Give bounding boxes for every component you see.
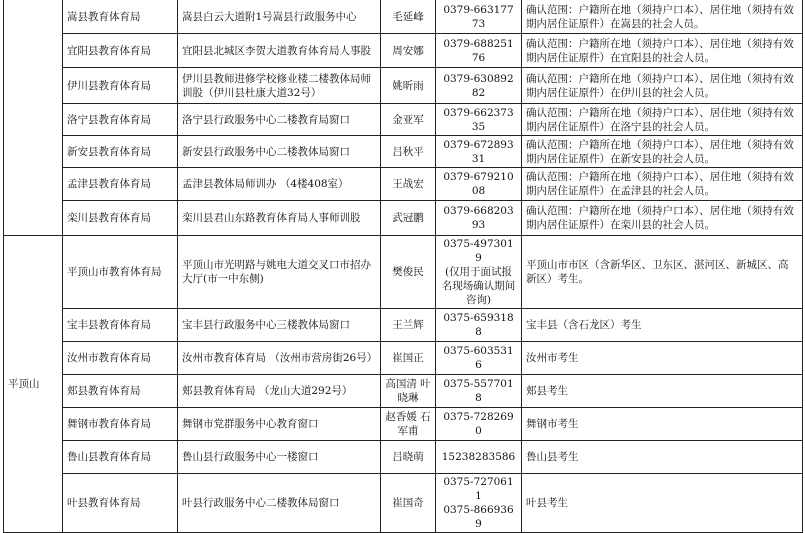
bureau-cell: 嵩县教育体育局 — [63, 0, 178, 34]
contact-cell: 崔国奇 — [381, 474, 436, 533]
bureau-cell: 叶县教育体育局 — [63, 474, 178, 533]
address-cell: 宜阳县北城区李贺大道教育体育局人事股 — [178, 34, 381, 68]
table-row — [4, 342, 803, 375]
phone-line: 0375-6593188 — [443, 312, 514, 338]
phone-cell — [436, 309, 522, 342]
phone-cell — [436, 0, 522, 34]
city-cell — [4, 0, 63, 236]
address-cell: 栾川县君山东路教育体育局人事师训股 — [178, 201, 381, 236]
contact-cell: 王战宏 — [381, 168, 436, 201]
phone-line: 0379-68825176 — [443, 37, 514, 64]
table-row — [4, 68, 803, 104]
address-cell: 平顶山市光明路与姚电大道交叉口市招办大厅(市一中东侧) — [178, 236, 381, 309]
phone-line: 0379-66820393 — [443, 205, 514, 231]
phone-line: 0379-63089282 — [443, 72, 514, 99]
contact-cell: 王兰辉 — [381, 309, 436, 342]
bureau-cell: 平顶山市教育体育局 — [63, 236, 178, 309]
table-row — [4, 375, 803, 408]
phone-cell — [436, 201, 522, 236]
bureau-cell: 伊川县教育体育局 — [63, 68, 178, 104]
contact-cell: 姚昕雨 — [381, 68, 436, 104]
contact-cell: 武冠鹏 — [381, 201, 436, 236]
address-cell: 叶县行政服务中心二楼教体局窗口 — [178, 474, 381, 533]
phone-cell — [436, 34, 522, 68]
bureau-cell: 新安县教育体育局 — [63, 136, 178, 168]
scope-cell: 叶县考生 — [522, 474, 803, 533]
address-cell: 汝州市教育体育局 （汝州市营房街26号） — [178, 342, 381, 375]
address-cell: 洛宁县行政服务中心二楼教育局窗口 — [178, 104, 381, 136]
contact-cell: 毛延峰 — [381, 0, 436, 34]
table-row — [4, 441, 803, 474]
phone-line: (仅用于面试报名现场确认期间咨询) — [441, 266, 516, 306]
scope-cell: 汝州市考生 — [522, 342, 803, 375]
contact-cell: 崔国正 — [381, 342, 436, 375]
phone-line: 0375-5577018 — [443, 378, 514, 404]
scope-cell: 平顶山市市区（含新华区、卫东区、湛河区、新城区、高新区）考生。 — [522, 236, 803, 309]
phone-cell — [436, 441, 522, 474]
phone-cell — [436, 104, 522, 136]
phone-line: 0375-7270611 — [443, 476, 514, 502]
phone-cell — [436, 342, 522, 375]
table-row — [4, 474, 803, 533]
scope-cell: 确认范围：户籍所在地（须持户口本）、居住地（须持有效期内居住证原件）在洛宁县的社会人员。 — [522, 104, 803, 136]
phone-cell — [436, 68, 522, 104]
scope-cell: 宝丰县（含石龙区）考生 — [522, 309, 803, 342]
table-body — [4, 0, 803, 533]
phone-line: 0375-4973019 — [443, 238, 514, 264]
contact-cell: 吕秋平 — [381, 136, 436, 168]
table-row — [4, 168, 803, 201]
address-cell: 孟津县教体局师训办 （4楼408室） — [178, 168, 381, 201]
table-row — [4, 309, 803, 342]
contact-cell: 赵香媛 石军甫 — [381, 408, 436, 441]
phone-line: 0379-67921008 — [443, 171, 514, 197]
scope-cell: 鲁山县考生 — [522, 441, 803, 474]
phone-line: 0375-6035316 — [443, 345, 514, 371]
contact-cell: 樊俊民 — [381, 236, 436, 309]
address-cell: 宝丰县行政服务中心三楼教体局窗口 — [178, 309, 381, 342]
bureau-cell: 栾川县教育体育局 — [63, 201, 178, 236]
scope-cell: 确认范围：户籍所在地（须持户口本）、居住地（须持有效期内居住证原件）在宜阳县的社会人员。 — [522, 34, 803, 68]
phone-cell — [436, 408, 522, 441]
bureau-cell: 汝州市教育体育局 — [63, 342, 178, 375]
address-cell: 嵩县白云大道附1号嵩县行政服务中心 — [178, 0, 381, 34]
table-row — [4, 408, 803, 441]
contact-cell: 金亚军 — [381, 104, 436, 136]
city-cell: 平顶山 — [4, 236, 63, 533]
phone-line: 0379-66317773 — [443, 3, 514, 30]
scope-cell: 郏县考生 — [522, 375, 803, 408]
scope-cell: 确认范围：户籍所在地（须持户口本）、居住地（须持有效期内居住证原件）在栾川县的社会人员。 — [522, 201, 803, 236]
table-row — [4, 104, 803, 136]
scope-cell: 舞钢市考生 — [522, 408, 803, 441]
phone-line: 0375-8669369 — [443, 504, 514, 530]
phone-line: 0379-67289331 — [443, 138, 514, 165]
contact-cell: 高国清 叶晓琳 — [381, 375, 436, 408]
scope-cell: 确认范围：户籍所在地（须持户口本）、居住地（须持有效期内居住证原件）在孟津县的社会人员。 — [522, 168, 803, 201]
table-row — [4, 201, 803, 236]
phone-line: 15238283586 — [441, 451, 516, 463]
address-cell: 舞钢市党群服务中心教育窗口 — [178, 408, 381, 441]
table-row — [4, 136, 803, 168]
table-row — [4, 236, 803, 309]
bureau-cell: 宜阳县教育体育局 — [63, 34, 178, 68]
phone-cell — [436, 136, 522, 168]
phone-line: 0379-66237335 — [443, 106, 514, 133]
scope-cell: 确认范围：户籍所在地（须持户口本）、居住地（须持有效期内居住证原件）在嵩县的社会人员。 — [522, 0, 803, 34]
scope-cell: 确认范围：户籍所在地（须持户口本）、居住地（须持有效期内居住证原件）在新安县的社会人员。 — [522, 136, 803, 168]
bureau-cell: 洛宁县教育体育局 — [63, 104, 178, 136]
bureau-cell: 宝丰县教育体育局 — [63, 309, 178, 342]
table-row — [4, 34, 803, 68]
phone-cell — [436, 375, 522, 408]
bureau-cell: 舞钢市教育体育局 — [63, 408, 178, 441]
contact-cell: 周安娜 — [381, 34, 436, 68]
bureau-cell: 孟津县教育体育局 — [63, 168, 178, 201]
bureau-cell: 鲁山县教育体育局 — [63, 441, 178, 474]
phone-line: 0375-7282690 — [443, 411, 514, 437]
phone-cell — [436, 474, 522, 533]
bureau-cell: 郏县教育体育局 — [63, 375, 178, 408]
phone-cell — [436, 236, 522, 309]
address-cell: 郏县教育体育局 （龙山大道292号） — [178, 375, 381, 408]
table-row — [4, 0, 803, 34]
address-cell: 伊川县教师进修学校修业楼二楼教体局师训股（伊川县杜康大道32号） — [178, 68, 381, 104]
registration-sites-table — [3, 0, 803, 533]
contact-cell: 吕晓萌 — [381, 441, 436, 474]
phone-cell — [436, 168, 522, 201]
scope-cell: 确认范围：户籍所在地（须持户口本）、居住地（须持有效期内居住证原件）在伊川县的社会人员。 — [522, 68, 803, 104]
address-cell: 鲁山县行政服务中心一楼窗口 — [178, 441, 381, 474]
address-cell: 新安县行政服务中心二楼教体局窗口 — [178, 136, 381, 168]
